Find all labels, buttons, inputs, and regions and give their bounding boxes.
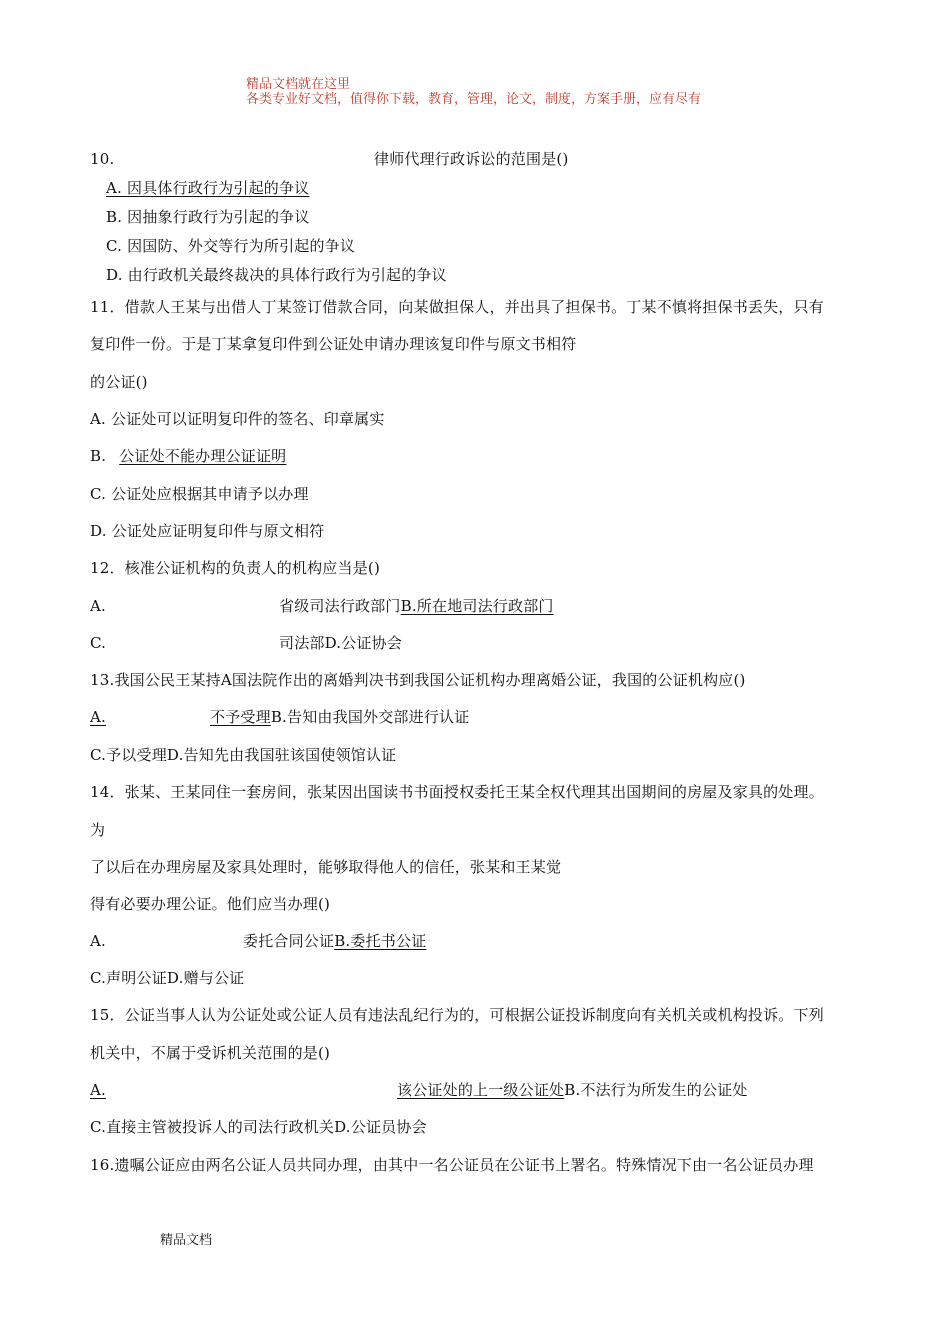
- q15-option-a-label: A.: [90, 1081, 107, 1099]
- q12-options-ab: [279, 596, 554, 616]
- q11-stem-line2: 复印件一份。于是丁某拿复印件到公证处申请办理该复印件与原文书相符: [90, 335, 577, 353]
- q12-option-b-text: B.所在地司法行政部门: [400, 597, 554, 615]
- q12-stem: 12．核准公证机构的负责人的机构应当是(): [90, 559, 380, 577]
- q11-option-b-label: B.: [90, 447, 107, 465]
- q10-option-c: C. 因国防、外交等行为所引起的争议: [106, 237, 356, 255]
- q10-option-b: B. 因抽象行政行为引起的争议: [106, 208, 310, 226]
- q14-stem-line4: 得有必要办理公证。他们应当办理(): [90, 895, 331, 913]
- q14-stem-line1: 14．张某、王某同住一套房间，张某因出国读书书面授权委托王某全权代理其出国期间的房屋及家具的处理。: [90, 783, 824, 801]
- q10-option-a-text: A. 因具体行政行为引起的争议: [106, 179, 310, 197]
- q11-option-a: A. 公证处可以证明复印件的签名、印章属实: [90, 410, 385, 428]
- q11-option-b: [90, 446, 286, 466]
- footer-watermark: 精品文档: [160, 1233, 213, 1248]
- q15-stem-line1: 15．公证当事人认为公证处或公证人员有违法乱纪行为的，可根据公证投诉制度向有关机关或机构投诉。下列: [90, 1006, 824, 1024]
- q14-stem-line3: 了以后在办理房屋及家具处理时，能够取得他人的信任，张某和王某觉: [90, 858, 562, 876]
- q13-option-a-label: A.: [90, 708, 107, 726]
- q15-options-ab: [90, 1080, 748, 1100]
- q15-option-b-text: B.不法行为所发生的公证处: [564, 1081, 748, 1099]
- q12-option-a-label: A.: [90, 597, 107, 615]
- q11-stem-line1: 11．借款人王某与出借人丁某签订借款合同，向某做担保人，并出具了担保书。丁某不慎将担保书丢失，只有: [90, 298, 824, 316]
- q11-option-c: C. 公证处应根据其申请予以办理: [90, 485, 309, 503]
- q10-option-a: [106, 178, 309, 198]
- q13-options-cd: C.予以受理D.告知先由我国驻该国使领馆认证: [90, 746, 397, 764]
- q13-options-ab: [90, 707, 469, 727]
- q12-option-a-text: 省级司法行政部门: [279, 597, 401, 615]
- q10-option-d: D. 由行政机关最终裁决的具体行政行为引起的争议: [106, 266, 447, 284]
- q14-options-ab: [243, 931, 426, 951]
- q13-option-a-text: 不予受理: [210, 708, 271, 726]
- q15-stem-line2: 机关中，不属于受诉机关范围的是(): [90, 1044, 331, 1062]
- q11-stem-line3: 的公证(): [90, 373, 148, 391]
- q10-stem: 律师代理行政诉讼的范围是(): [374, 150, 569, 168]
- q14-stem-line2: 为: [90, 821, 106, 839]
- header-watermark-line2: 各类专业好文档，值得你下载，教育，管理，论文，制度，方案手册，应有尽有: [246, 92, 702, 107]
- q12-options-cd: 司法部D.公证协会: [279, 634, 403, 652]
- header-watermark-line1: 精品文档就在这里: [246, 77, 351, 92]
- q13-option-a: [90, 708, 271, 726]
- q15-option-a-text: 该公证处的上一级公证处: [397, 1081, 565, 1099]
- q13-option-b-text: B.告知由我国外交部进行认证: [270, 708, 470, 726]
- q14-options-cd: C.声明公证D.赠与公证: [90, 969, 245, 987]
- q14-option-b-text: B.委托书公证: [334, 932, 427, 950]
- q11-option-d: D. 公证处应证明复印件与原文相符: [90, 522, 325, 540]
- q14-option-a-text: 委托合同公证: [243, 932, 335, 950]
- q10-number: 10.: [90, 150, 115, 168]
- q15-option-a: [90, 1081, 564, 1099]
- q12-option-c-label: C.: [90, 634, 107, 652]
- q13-stem: 13.我国公民王某持A国法院作出的离婚判决书到我国公证机构办理离婚公证，我国的公证机构应(): [90, 671, 746, 689]
- q11-option-b-text: 公证处不能办理公证证明: [119, 447, 287, 465]
- q14-option-a-label: A.: [90, 932, 107, 950]
- q15-options-cd: C.直接主管被投诉人的司法行政机关D.公证员协会: [90, 1118, 427, 1136]
- q16-stem-line1: 16.遗嘱公证应由两名公证人员共同办理，由其中一名公证员在公证书上署名。特殊情况下由一名公证员办理: [90, 1156, 814, 1174]
